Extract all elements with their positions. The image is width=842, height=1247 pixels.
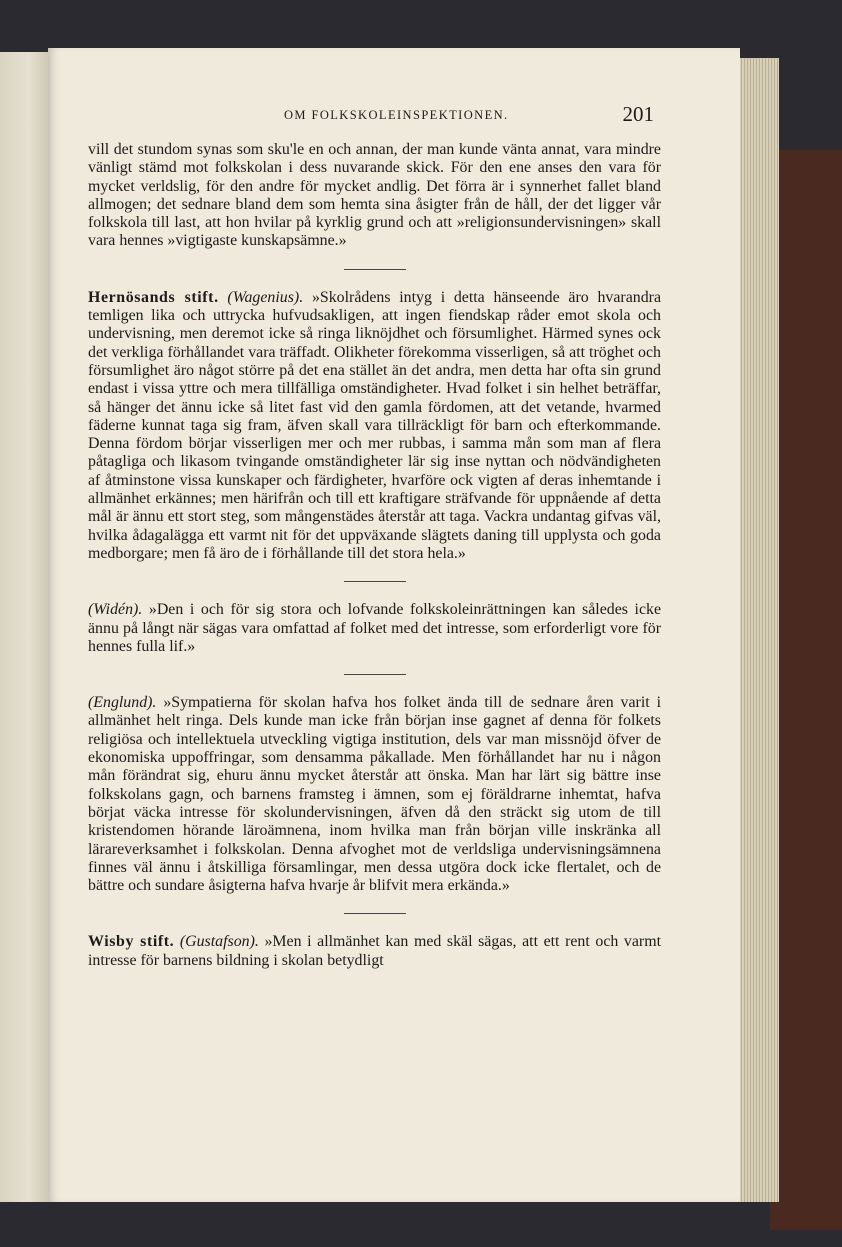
paragraph-text: »Den i och för sig stora och lofvande folkskoleinrättningen kan således icke ännu på långt när sägas vara omfattad af folket med det intresse, som erforderligt vore för hennes fulla lif.» — [88, 601, 661, 655]
page-edges — [738, 58, 779, 1202]
section-divider — [344, 674, 406, 675]
section-divider — [344, 581, 406, 582]
paragraph-text: »Sympatierna för skolan hafva hos folket ända till de sednare åren varit i allmänhet helt ringa. Dels kunde man icke från början inse gagnet af denna för folkets religiösa och intellektuela utveckling vigtiga institution, dels var man missnöjd öfver de ekonomiska uppoffringar, som densamma påkallade. Men förhållandet har nu i någon mån förändrat sig, ehuru ännu mycket återstår att önska. Man har lärt sig bättre inse folkskolans gagn, och barnens framsteg i ämnen, som ej föräldrarne inhemtat, hafva börjat väcka intresse för skolundervisningen, äfven då den sträckt sig utom de till kristendomen hörande läroämnena, inom hvilka man från början ville inskränka all lärareverksamhet i folkskolan. Denna afvoghet mot de verldsliga undervisningsämnena finnes väl ännu i åtskilliga församlingar, men dessa utgöra dock icke flertalet, och de bättre och sundare åsigterna hafva hvarje år blifvit mera erkända.» — [88, 694, 661, 895]
diocese-heading: Wisby stift. — [88, 933, 175, 951]
diocese-heading: Hernösands stift. — [88, 288, 219, 306]
left-page-edge — [0, 52, 49, 1202]
body-text — [88, 141, 661, 970]
page-header — [48, 102, 740, 128]
running-title: OM FOLKSKOLEINSPEKTIONEN. — [284, 108, 509, 122]
paragraph — [88, 694, 661, 895]
paragraph — [88, 289, 661, 563]
paragraph — [88, 141, 661, 251]
paragraph-text: »Skolrådens intyg i detta hänseende äro hvarandra temligen lika och uttrycka hufvudsakligen, att ingen fiendskap råder emot skola och undervisning, men deremot icke så ringa liknöjdhet och försumlighet. Härmed synes ock det verkliga förhållandet vara träffadt. Olikheter förekomma visserligen, så att tröghet och försumlighet äro något större på det ena stället än det andra, men detta har ofta sin grund endast i vissa yttre och mera tillfälliga omständigheter. Hvad folket i sin helhet beträffar, så hänger det ännu icke så litet fast vid den gamla fördomen, att det vetande, hvarmed fäderne kunnat taga sig fram, äfven skall vara tillräckligt för barn och efterkommande. Denna fördom börjar visserligen mer och mer rubbas, i samma mån som man af flera påtagliga och likasom tvingande omständigheter lär sig inse nyttan och nödvändigheten af åtminstone vissa kunskaper och färdigheter, hvarföre ock vigten af deras inhemtande i allmänhet erkännes; men härifrån och till ett kraftigare sträfvande för uppnående af detta mål är ännu ett stort steg, som mångenstädes återstår att taga. Vackra undantag gifvas väl, hvilka ådagalägga ett varmt nit för det uppväxande slägtets daning till upplysta och goda medborgare; men få äro de i förhållande till det stora hela.» — [88, 288, 661, 562]
paragraph — [88, 601, 661, 656]
paragraph — [88, 933, 661, 970]
book-cover — [770, 150, 842, 1230]
inspector-name: (Widén). — [88, 601, 143, 619]
paragraph-text: vill det stundom synas som sku'le en och annan, der man kunde vänta annat, vara mindre vänligt stämd mot folkskolan i dess nuvarande skick. För den ene anses den vara för mycket verldslig, för den andre för mycket andlig. Det förra är i synnerhet fallet bland allmogen; det sednare bland dem som hemta sina åsigter från de håll, der det ligger vår folkskola till last, att hon hvilar på kyrklig grund och att »religionsundervisningen» skall vara hennes »vigtigaste kunskapsämne.» — [88, 141, 661, 250]
page-number: 201 — [622, 102, 654, 126]
book-page — [48, 48, 740, 1202]
paragraph-text: »Men i allmänhet kan med skäl sägas, att ett rent och varmt intresse för barnens bildning i skolan betydligt — [88, 933, 661, 969]
inspector-name: (Gustafson). — [179, 933, 259, 951]
inspector-name: (Englund). — [88, 694, 157, 712]
section-divider — [344, 913, 406, 914]
inspector-name: (Wagenius). — [227, 288, 304, 306]
section-divider — [344, 269, 406, 270]
